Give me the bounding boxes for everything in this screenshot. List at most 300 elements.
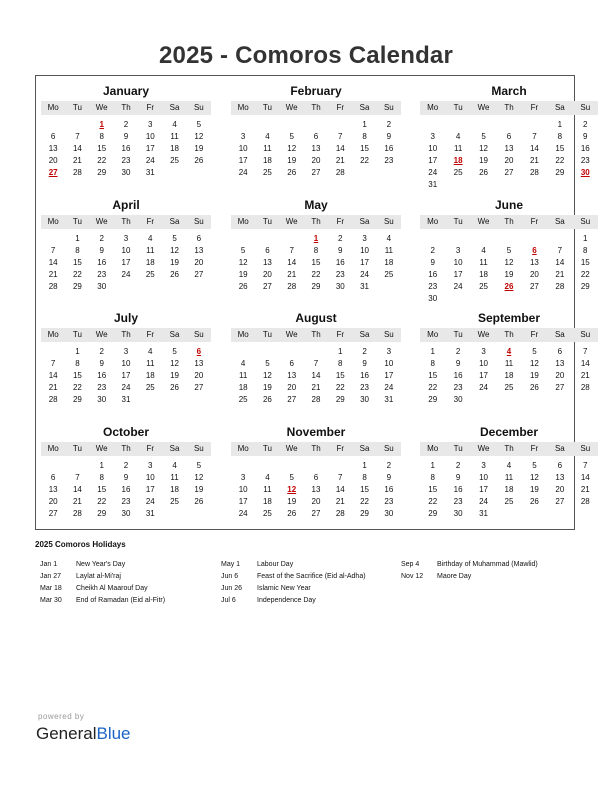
day-cell: 19 (262, 383, 272, 392)
weekday-label: Sa (359, 330, 370, 339)
day-cell: 3 (240, 473, 246, 482)
day-cell: 2 (455, 347, 461, 356)
weekday-label: Sa (554, 444, 565, 453)
weekday-label: Tu (262, 217, 272, 226)
day-cell: 8 (557, 132, 563, 141)
day-cell: 20 (262, 270, 272, 279)
empty-cell (231, 233, 255, 245)
weekday-label: Sa (554, 330, 565, 339)
empty-cell (255, 346, 279, 358)
day-cell: 29 (311, 282, 321, 291)
day-cell: 15 (72, 258, 82, 267)
day-cell: 16 (335, 258, 345, 267)
day-cell: 10 (384, 359, 394, 368)
weekday-header (231, 328, 401, 342)
day-cell: 1 (362, 461, 367, 470)
day-cell: 27 (262, 282, 272, 291)
day-cell: 14 (335, 144, 345, 153)
weekday-label: Mo (47, 103, 59, 112)
day-cell: 11 (504, 359, 514, 368)
holiday-entry (40, 595, 165, 607)
day-cell: 3 (430, 132, 435, 141)
empty-cell (522, 119, 547, 131)
day-cell: 13 (311, 144, 321, 153)
weekday-label: Tu (262, 444, 272, 453)
day-cell: 29 (428, 395, 438, 404)
holiday-name: Independence Day (257, 597, 316, 604)
weekday-label: Mo (237, 103, 249, 112)
day-cell: 10 (238, 144, 248, 153)
empty-cell (255, 460, 279, 472)
weekday-label: Mo (237, 330, 249, 339)
day-cell: 12 (194, 132, 204, 141)
day-cell: 6 (50, 473, 56, 482)
day-cell: 29 (428, 509, 438, 518)
day-cell: 5 (506, 246, 512, 255)
day-cell: 27 (311, 168, 321, 177)
day-cell: 9 (99, 246, 104, 255)
month-name: September (477, 311, 541, 325)
day-cell: 29 (580, 282, 590, 291)
day-cell: 20 (529, 270, 539, 279)
empty-cell (304, 346, 328, 358)
weekday-label: Fr (146, 444, 155, 453)
month-december (420, 424, 598, 520)
day-cell: 31 (384, 395, 394, 404)
day-cell: 1 (557, 120, 563, 129)
day-cell: 20 (287, 383, 297, 392)
month-name: April (112, 198, 140, 212)
day-cell: 27 (287, 395, 297, 404)
empty-cell (445, 119, 470, 131)
day-cell: 3 (362, 234, 367, 243)
day-cell: 9 (430, 258, 435, 267)
day-cell: 28 (555, 282, 565, 291)
day-cell: 3 (123, 234, 129, 243)
weekday-label: Mo (47, 444, 59, 453)
day-cell: 30 (121, 168, 131, 177)
weekday-label: Th (311, 103, 321, 112)
day-cell: 18 (170, 144, 180, 153)
day-cell: 20 (48, 156, 58, 165)
holiday-entry (401, 559, 538, 571)
day-cell: 14 (48, 258, 58, 267)
day-cell: 25 (238, 395, 248, 404)
holiday-date: Jul 6 (221, 597, 236, 604)
day-cell: 9 (338, 246, 343, 255)
day-cell: 27 (504, 168, 514, 177)
weekday-label: Su (580, 330, 591, 339)
day-cell: 26 (287, 509, 297, 518)
day-cell: 19 (170, 371, 180, 380)
day-cell: 11 (453, 144, 463, 153)
empty-cell (445, 233, 470, 245)
day-cell: 20 (311, 156, 321, 165)
day-cell: 1 (75, 234, 80, 243)
weekday-header (41, 328, 211, 342)
day-grid (420, 119, 598, 191)
holiday-entry (221, 583, 366, 595)
weekday-label: Th (121, 103, 131, 112)
day-grid (41, 346, 211, 406)
weekday-label: We (285, 444, 298, 453)
day-cell: 13 (194, 246, 204, 255)
day-cell: 11 (170, 132, 179, 141)
weekday-label: Fr (530, 330, 539, 339)
month-march (420, 83, 598, 191)
day-cell: 12 (479, 144, 489, 153)
day-cell: 7 (532, 132, 537, 141)
day-cell: 19 (238, 270, 248, 279)
day-cell: 25 (479, 282, 489, 291)
day-cell: 24 (238, 509, 248, 518)
day-cell: 23 (453, 497, 463, 506)
day-cell: 31 (360, 282, 370, 291)
holiday-name: End of Ramadan (Eid al-Fitr) (76, 597, 166, 604)
day-cell: 27 (311, 509, 321, 518)
day-cell: 12 (529, 473, 539, 482)
weekday-label: Su (383, 103, 394, 112)
day-cell: 4 (148, 347, 153, 356)
day-cell: 6 (196, 234, 202, 243)
holiday-entry (221, 559, 366, 571)
day-cell: 3 (455, 246, 461, 255)
day-grid (420, 233, 598, 305)
holiday-name: Cheikh Al Maarouf Day (76, 585, 148, 592)
page-title: 2025 - Comoros Calendar (158, 42, 454, 69)
day-cell: 5 (289, 132, 294, 141)
day-cell: 29 (72, 282, 82, 291)
day-cell: 10 (360, 246, 370, 255)
empty-cell (496, 233, 521, 245)
month-name: November (286, 425, 346, 439)
day-cell: 14 (580, 359, 590, 368)
day-cell: 18 (479, 270, 489, 279)
weekday-label: Fr (530, 444, 539, 453)
holiday-date: Jan 27 (40, 573, 62, 580)
day-cell: 19 (194, 144, 204, 153)
day-cell: 30 (428, 294, 438, 303)
empty-cell (328, 460, 352, 472)
day-cell: 28 (72, 168, 82, 177)
day-cell: 28 (287, 282, 297, 291)
weekday-header (231, 215, 401, 229)
day-cell: 27 (555, 497, 565, 506)
day-cell: 14 (335, 485, 345, 494)
day-cell: 4 (265, 132, 270, 141)
day-cell: 10 (121, 359, 131, 368)
day-cell: 1 (99, 461, 104, 470)
holiday-day-cell: 30 (580, 168, 590, 177)
day-cell: 5 (196, 461, 202, 470)
day-cell: 26 (238, 282, 248, 291)
holiday-day-cell: 4 (506, 347, 512, 356)
day-cell: 6 (265, 246, 270, 255)
day-cell: 6 (557, 461, 563, 470)
day-cell: 30 (360, 395, 370, 404)
day-cell: 6 (313, 132, 319, 141)
holidays-title: 2025 Comoros Holidays (35, 540, 126, 549)
day-cell: 2 (430, 246, 435, 255)
day-cell: 4 (455, 132, 461, 141)
weekday-label: Tu (453, 103, 463, 112)
day-cell: 1 (430, 347, 435, 356)
day-cell: 17 (121, 371, 131, 380)
weekday-label: Mo (427, 444, 439, 453)
day-cell: 29 (72, 395, 82, 404)
day-cell: 9 (455, 473, 461, 482)
day-cell: 21 (287, 270, 297, 279)
holiday-list-column (401, 559, 538, 583)
holiday-day-cell: 1 (313, 234, 319, 243)
weekday-label: Mo (427, 217, 439, 226)
day-cell: 20 (504, 156, 514, 165)
day-cell: 28 (48, 395, 58, 404)
empty-cell (328, 119, 352, 131)
day-cell: 18 (145, 258, 155, 267)
day-cell: 22 (72, 383, 82, 392)
weekday-label: Tu (453, 217, 463, 226)
day-cell: 20 (555, 485, 565, 494)
day-cell: 16 (384, 485, 394, 494)
day-cell: 8 (430, 359, 435, 368)
month-january (41, 83, 211, 179)
holiday-name: Laylat al-Mi'raj (76, 573, 121, 580)
weekday-label: We (95, 444, 108, 453)
day-cell: 24 (360, 270, 370, 279)
day-cell: 18 (238, 383, 248, 392)
day-cell: 18 (262, 156, 272, 165)
day-cell: 21 (311, 383, 321, 392)
day-grid (41, 119, 211, 179)
day-cell: 21 (72, 156, 82, 165)
day-cell: 7 (50, 246, 56, 255)
holiday-date: Mar 18 (40, 585, 62, 592)
day-cell: 15 (97, 144, 107, 153)
day-cell: 2 (455, 461, 461, 470)
weekday-label: Sa (554, 103, 565, 112)
day-grid (231, 460, 401, 520)
weekday-label: We (477, 330, 490, 339)
day-cell: 13 (194, 359, 204, 368)
day-cell: 15 (360, 144, 370, 153)
weekday-label: Fr (530, 103, 539, 112)
day-cell: 26 (194, 156, 204, 165)
day-cell: 29 (97, 168, 107, 177)
day-cell: 11 (238, 371, 248, 380)
day-cell: 8 (362, 473, 367, 482)
day-cell: 8 (583, 246, 588, 255)
empty-cell (231, 460, 255, 472)
day-cell: 7 (338, 473, 343, 482)
empty-cell (496, 119, 521, 131)
weekday-label: Fr (146, 217, 155, 226)
weekday-label: Tu (72, 217, 82, 226)
weekday-label: Sa (359, 444, 370, 453)
day-cell: 25 (262, 509, 272, 518)
day-cell: 21 (580, 485, 590, 494)
day-cell: 18 (504, 485, 514, 494)
day-cell: 19 (287, 156, 297, 165)
day-cell: 9 (386, 473, 392, 482)
holiday-entry (40, 559, 165, 571)
day-cell: 4 (481, 246, 486, 255)
weekday-label: We (477, 217, 490, 226)
day-cell: 2 (99, 234, 104, 243)
day-cell: 6 (506, 132, 512, 141)
day-cell: 5 (172, 234, 177, 243)
holiday-list-column (221, 559, 366, 607)
holiday-name: Birthday of Muhammad (Mawlid) (437, 561, 538, 568)
weekday-label: We (285, 217, 298, 226)
day-cell: 24 (238, 168, 248, 177)
day-cell: 26 (287, 168, 297, 177)
day-cell: 7 (557, 246, 563, 255)
day-cell: 10 (238, 485, 248, 494)
holiday-entry (40, 571, 165, 583)
day-cell: 25 (145, 383, 155, 392)
day-cell: 27 (194, 270, 204, 279)
empty-cell (420, 233, 445, 245)
holiday-name: Labour Day (257, 561, 294, 568)
day-cell: 18 (504, 371, 514, 380)
day-cell: 25 (504, 497, 514, 506)
weekday-label: Th (504, 217, 514, 226)
weekday-label: We (477, 103, 490, 112)
day-cell: 12 (504, 258, 514, 267)
day-cell: 2 (123, 461, 129, 470)
day-cell: 3 (481, 347, 486, 356)
day-cell: 15 (555, 144, 565, 153)
day-cell: 2 (386, 461, 392, 470)
day-cell: 22 (97, 497, 107, 506)
day-cell: 10 (145, 473, 155, 482)
day-cell: 22 (72, 270, 82, 279)
weekday-label: Sa (554, 217, 565, 226)
day-cell: 17 (479, 485, 489, 494)
weekday-label: Tu (262, 103, 272, 112)
empty-cell (471, 233, 496, 245)
day-cell: 4 (148, 234, 153, 243)
day-cell: 1 (75, 347, 80, 356)
day-cell: 21 (72, 497, 82, 506)
day-cell: 2 (386, 120, 392, 129)
holiday-day-cell: 27 (48, 168, 58, 177)
weekday-label: Sa (359, 103, 370, 112)
month-february (231, 83, 401, 179)
day-cell: 30 (384, 509, 394, 518)
day-cell: 4 (265, 473, 270, 482)
weekday-label: Th (311, 444, 321, 453)
day-cell: 16 (453, 485, 463, 494)
weekday-label: Su (383, 330, 394, 339)
month-november (231, 424, 401, 520)
day-cell: 23 (97, 270, 107, 279)
day-cell: 18 (170, 485, 180, 494)
day-cell: 12 (529, 359, 539, 368)
day-cell: 10 (453, 258, 463, 267)
month-july (41, 310, 211, 406)
day-cell: 13 (287, 371, 297, 380)
day-cell: 23 (360, 383, 370, 392)
holiday-name: Islamic New Year (257, 585, 311, 592)
empty-cell (547, 233, 572, 245)
brand-logo (36, 724, 131, 744)
day-cell: 22 (335, 383, 345, 392)
day-cell: 22 (360, 497, 370, 506)
day-cell: 29 (97, 509, 107, 518)
day-cell: 11 (146, 359, 155, 368)
weekday-label: Th (504, 103, 514, 112)
day-cell: 19 (170, 258, 180, 267)
day-cell: 25 (145, 270, 155, 279)
day-cell: 7 (583, 461, 588, 470)
day-cell: 24 (384, 383, 394, 392)
month-name: August (295, 311, 337, 325)
weekday-label: Fr (336, 217, 345, 226)
day-cell: 22 (97, 156, 107, 165)
weekday-label: Mo (427, 103, 439, 112)
holiday-entry (401, 571, 538, 583)
weekday-header (420, 328, 598, 342)
day-cell: 21 (555, 270, 565, 279)
weekday-label: Su (580, 217, 591, 226)
day-cell: 31 (145, 509, 155, 518)
day-grid (231, 119, 401, 179)
day-cell: 14 (555, 258, 565, 267)
month-name: February (290, 84, 342, 98)
day-cell: 24 (453, 282, 463, 291)
day-cell: 28 (529, 168, 539, 177)
day-cell: 5 (532, 347, 537, 356)
day-cell: 23 (335, 270, 345, 279)
day-cell: 25 (262, 168, 272, 177)
weekday-label: We (95, 103, 108, 112)
empty-cell (41, 119, 65, 131)
day-cell: 1 (583, 234, 588, 243)
day-cell: 8 (99, 132, 104, 141)
weekday-label: We (477, 444, 490, 453)
day-cell: 7 (75, 473, 80, 482)
weekday-label: Th (311, 217, 321, 226)
day-cell: 26 (529, 383, 539, 392)
weekday-label: Sa (169, 217, 180, 226)
day-cell: 13 (48, 485, 58, 494)
day-cell: 21 (529, 156, 539, 165)
empty-cell (255, 233, 279, 245)
month-name: July (113, 311, 138, 325)
day-cell: 23 (453, 383, 463, 392)
day-cell: 28 (311, 395, 321, 404)
day-cell: 4 (172, 120, 177, 129)
day-cell: 30 (97, 282, 107, 291)
day-cell: 7 (75, 132, 80, 141)
weekday-label: Su (383, 217, 394, 226)
day-cell: 8 (75, 359, 80, 368)
month-name: May (304, 198, 328, 212)
day-cell: 15 (580, 258, 590, 267)
day-cell: 26 (479, 168, 489, 177)
day-cell: 12 (194, 473, 204, 482)
calendar-grid (35, 75, 591, 530)
day-cell: 5 (172, 347, 177, 356)
weekday-label: Mo (47, 330, 59, 339)
day-cell: 17 (121, 258, 131, 267)
day-cell: 4 (506, 461, 512, 470)
day-cell: 9 (123, 473, 129, 482)
day-cell: 21 (580, 371, 590, 380)
day-cell: 19 (529, 371, 539, 380)
